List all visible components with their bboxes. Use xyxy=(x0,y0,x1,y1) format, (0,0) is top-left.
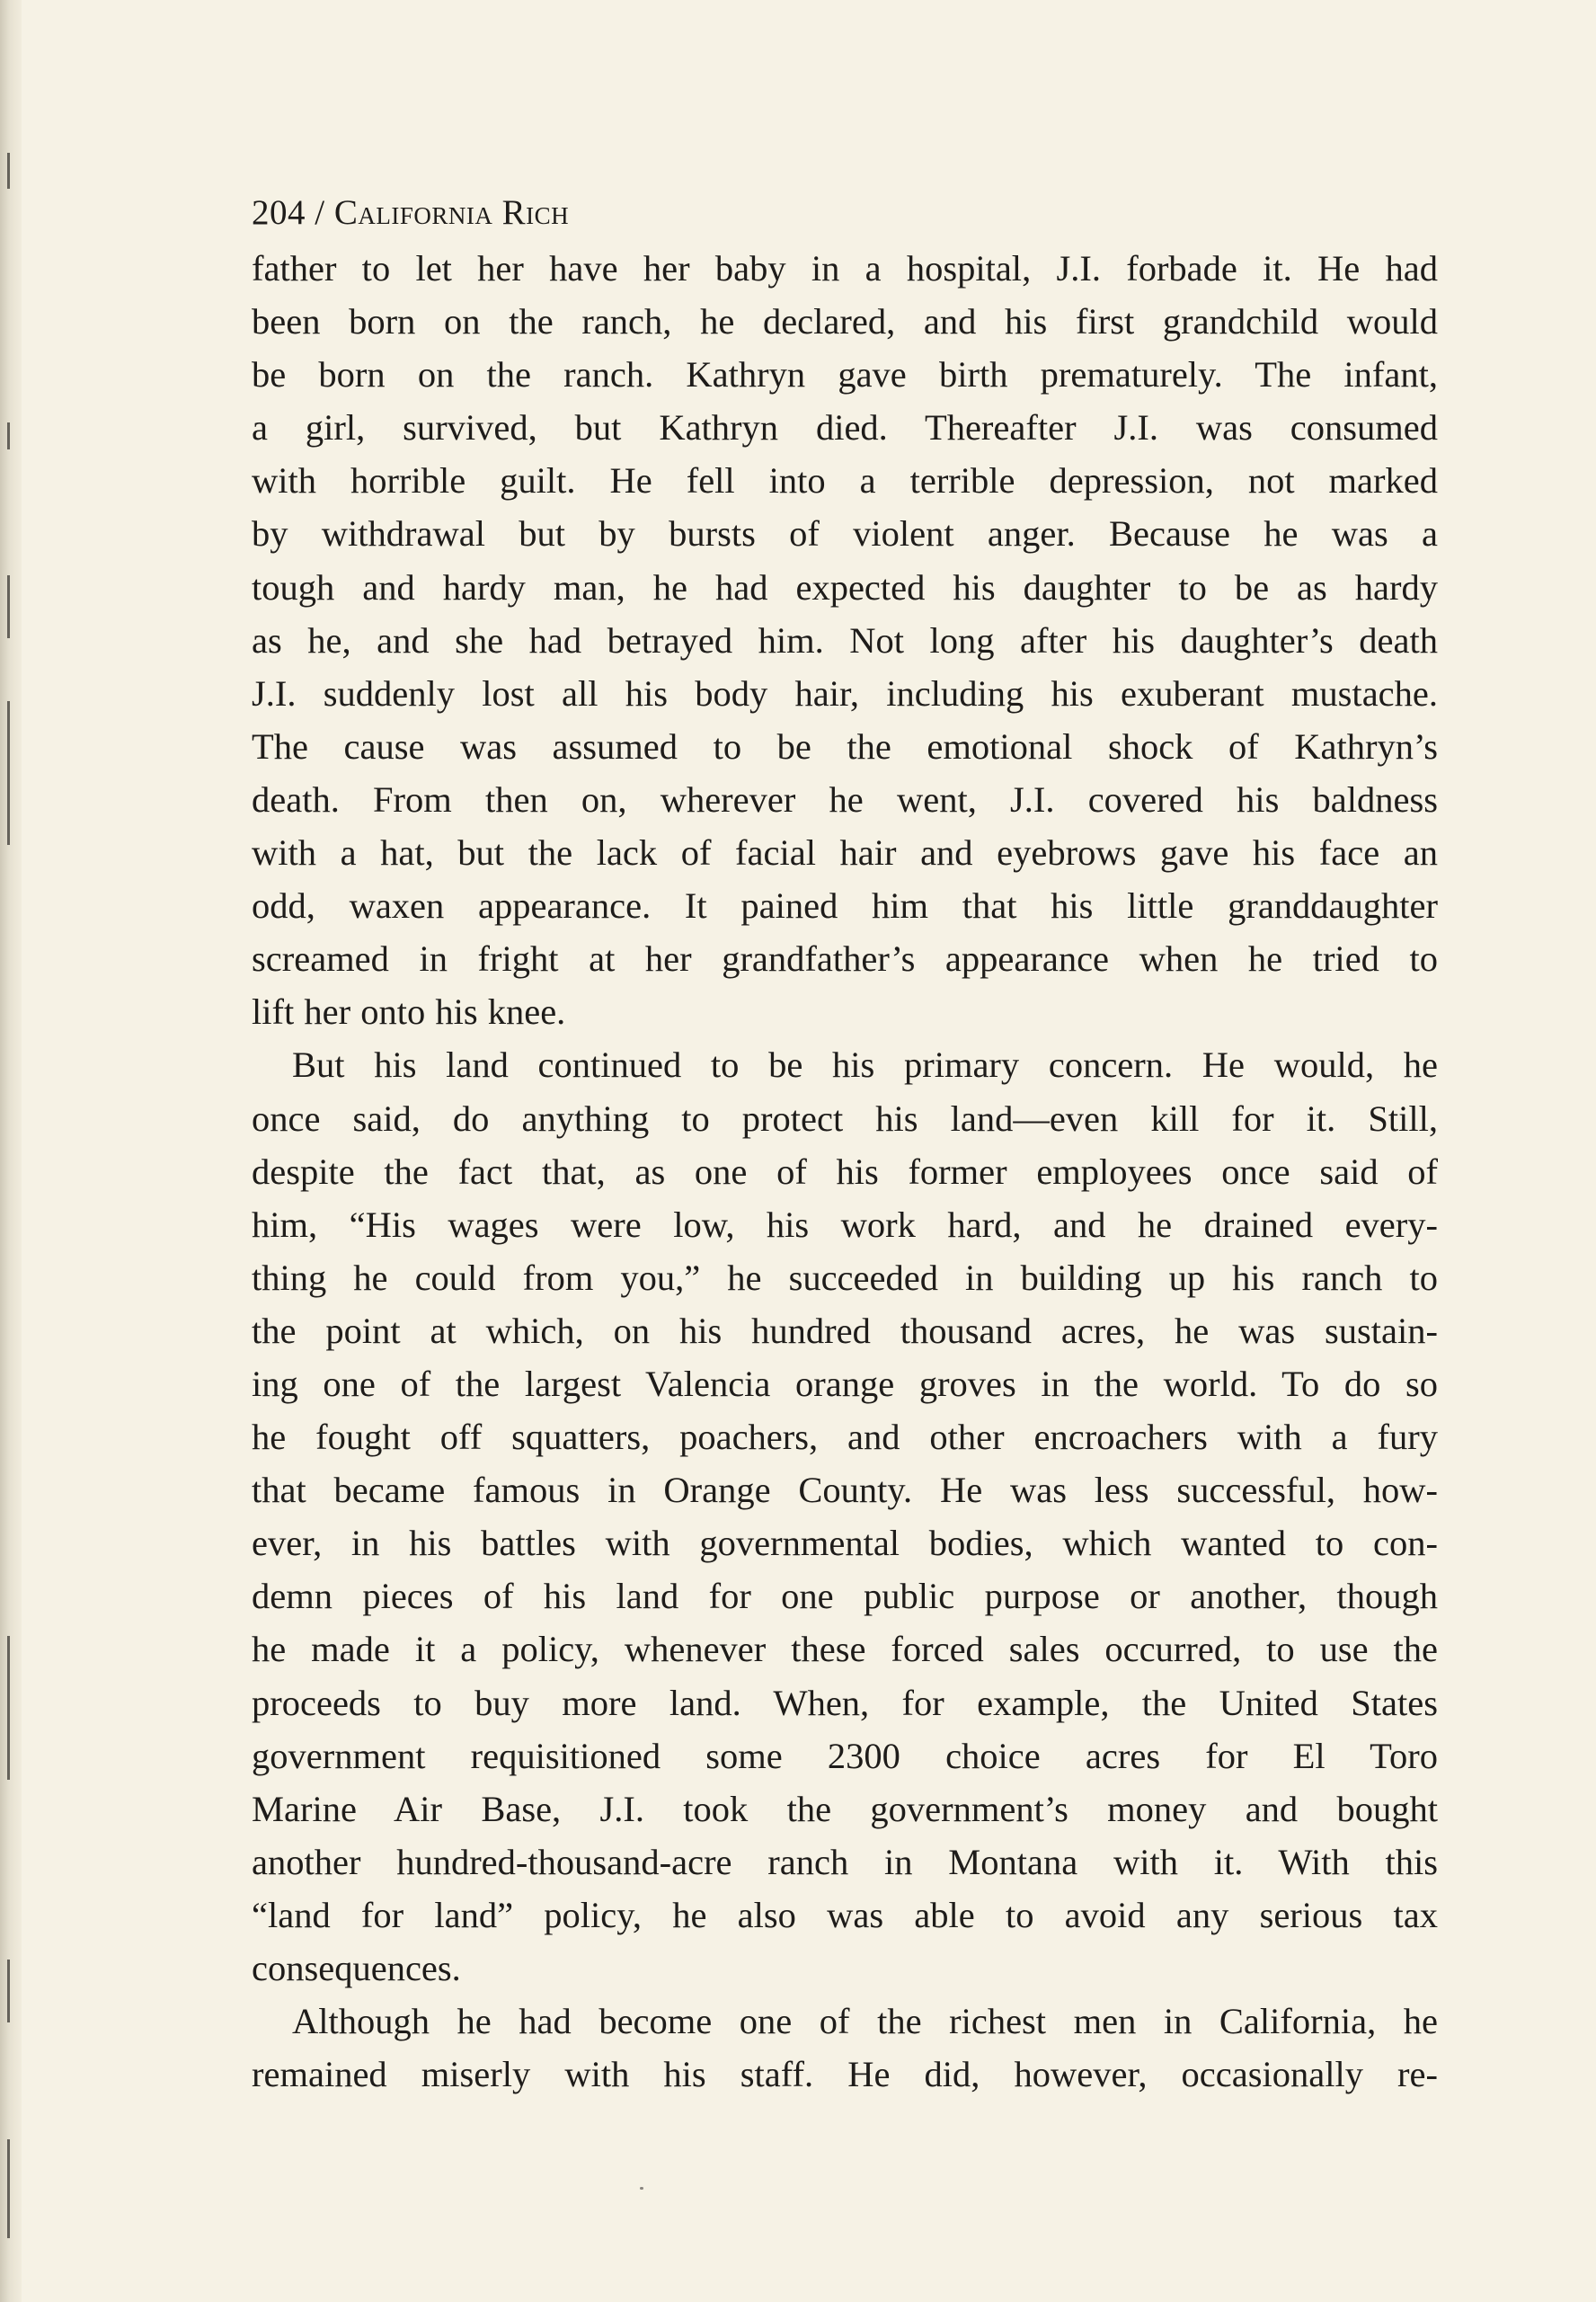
text-line: the point at which, on his hundred thousand acres, he was sustain- xyxy=(252,1310,1438,1351)
page-number: 204 xyxy=(252,193,306,232)
binding-mark xyxy=(7,701,10,845)
text-line: ever, in his battles with governmental bodies, which wanted to con- xyxy=(252,1523,1438,1564)
book-title: California Rich xyxy=(333,193,570,232)
paragraph xyxy=(252,242,1438,1038)
text-line: as he, and she had betrayed him. Not long after his daughter’s death xyxy=(252,619,1438,661)
text-line: father to let her have her baby in a hospital, J.I. forbade it. He had xyxy=(252,248,1438,289)
text-line: by withdrawal but by bursts of violent anger. Because he was a xyxy=(252,513,1438,555)
text-line: J.I. suddenly lost all his body hair, including his exuberant mustache. xyxy=(252,672,1438,714)
text-line: Marine Air Base, J.I. took the government’s money and bought xyxy=(252,1788,1438,1829)
body-text xyxy=(252,242,1438,2101)
text-line: government requisitioned some 2300 choice acres for El Toro xyxy=(252,1735,1438,1776)
text-line: he made it a policy, whenever these forced sales occurred, to use the xyxy=(252,1629,1438,1670)
paper-speck xyxy=(640,2187,643,2190)
text-line: “land for land” policy, he also was able to avoid any serious tax xyxy=(252,1894,1438,1935)
text-line: once said, do anything to protect his land—even kill for it. Still, xyxy=(252,1098,1438,1139)
binding-mark xyxy=(7,153,10,189)
text-line: remained miserly with his staff. He did, however, occasionally re- xyxy=(252,2054,1438,2095)
text-line: Although he had become one of the richest men in California, he xyxy=(292,2001,1438,2042)
text-line: thing he could from you,” he succeeded in building up his ranch to xyxy=(252,1257,1438,1298)
text-line: despite the fact that, as one of his former employees once said of xyxy=(252,1151,1438,1192)
running-head-separator: / xyxy=(315,193,325,232)
page-gutter-shadow xyxy=(0,0,22,2302)
paragraph xyxy=(252,1038,1438,1995)
text-line: proceeds to buy more land. When, for example, the United States xyxy=(252,1682,1438,1723)
running-head xyxy=(252,184,1438,242)
text-line: lift her onto his knee. xyxy=(252,991,566,1033)
text-line: him, “His wages were low, his work hard, and he drained every- xyxy=(252,1204,1438,1245)
text-line: that became famous in Orange County. He was less successful, how- xyxy=(252,1470,1438,1511)
text-line: The cause was assumed to be the emotional shock of Kathryn’s xyxy=(252,725,1438,767)
text-line: ing one of the largest Valencia orange groves in the world. To do so xyxy=(252,1363,1438,1404)
text-line: screamed in fright at her grandfather’s appearance when he tried to xyxy=(252,938,1438,980)
binding-mark xyxy=(7,1636,10,1780)
text-line: death. From then on, wherever he went, J.I. covered his baldness xyxy=(252,778,1438,820)
text-line: he fought off squatters, poachers, and other encroachers with a fury xyxy=(252,1417,1438,1458)
text-line: But his land continued to be his primary concern. He would, he xyxy=(292,1044,1438,1086)
binding-mark xyxy=(7,2139,10,2238)
text-line: odd, waxen appearance. It pained him that his little granddaughter xyxy=(252,885,1438,927)
text-line: consequences. xyxy=(252,1948,461,1988)
book-page xyxy=(252,184,1438,2101)
binding-mark xyxy=(7,1960,10,2022)
text-line: with a hat, but the lack of facial hair and eyebrows gave his face an xyxy=(252,832,1438,874)
text-line: be born on the ranch. Kathryn gave birth prematurely. The infant, xyxy=(252,354,1438,396)
text-line: with horrible guilt. He fell into a terrible depression, not marked xyxy=(252,460,1438,502)
text-line: been born on the ranch, he declared, and his first grandchild would xyxy=(252,301,1438,342)
text-line: another hundred-thousand-acre ranch in Montana with it. With this xyxy=(252,1841,1438,1882)
binding-mark xyxy=(7,575,10,638)
binding-mark xyxy=(7,422,10,449)
text-line: a girl, survived, but Kathryn died. Thereafter J.I. was consumed xyxy=(252,407,1438,449)
text-line: demn pieces of his land for one public purpose or another, though xyxy=(252,1576,1438,1617)
paragraph xyxy=(252,1995,1438,2101)
text-line: tough and hardy man, he had expected his daughter to be as hardy xyxy=(252,566,1438,608)
